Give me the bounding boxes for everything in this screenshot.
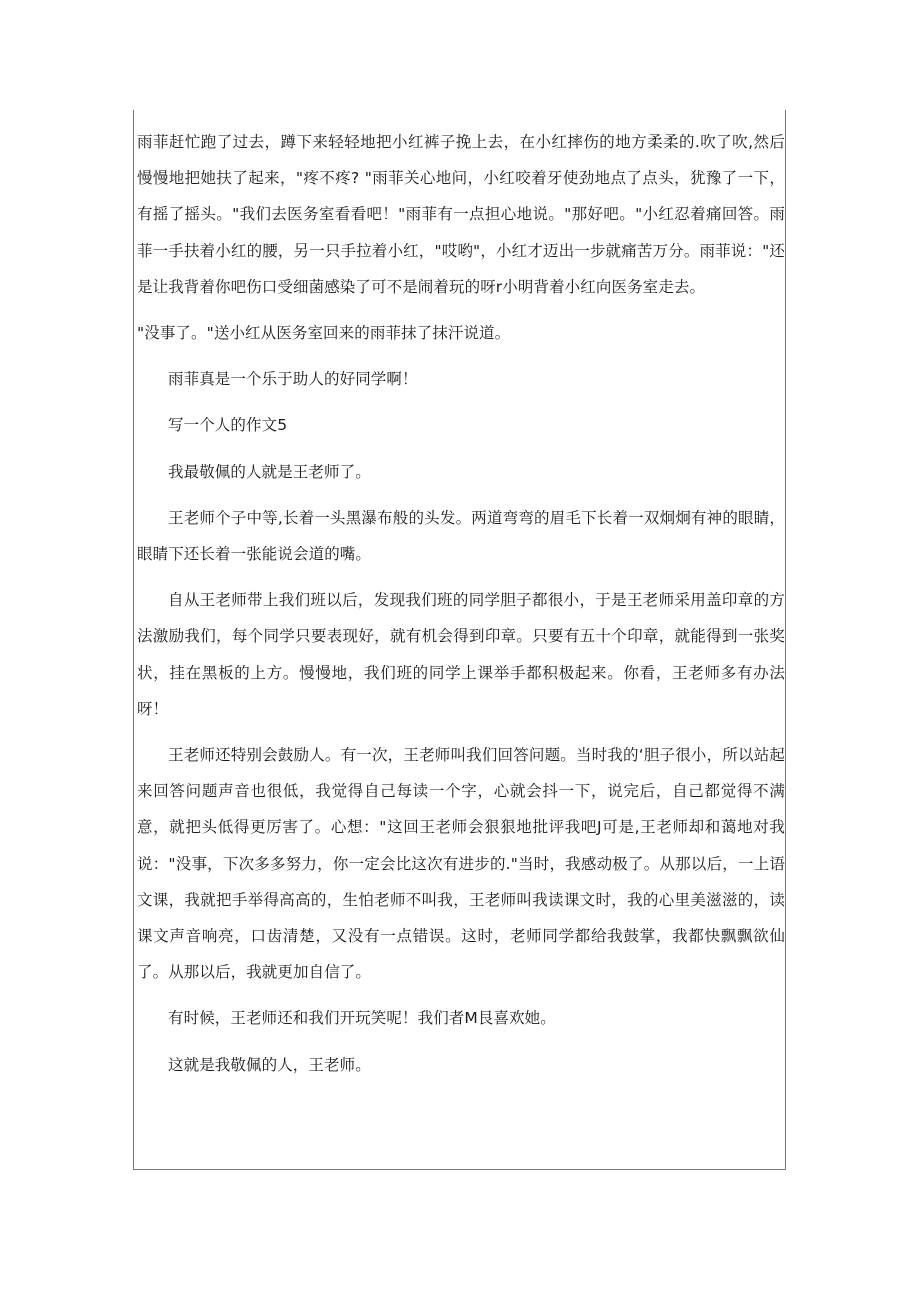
paragraph-1: 雨菲赶忙跑了过去，蹲下来轻轻地把小红裤子挽上去，在小红摔伤的地方柔柔的.吹了吹,然后慢慢地把她扶了起来，"疼不疼? "雨菲关心地问，小红咬着牙使劲地点了点头，犹豫了一下，有摇了摇头。"我们去医务室看看吧！"雨菲有一点担心地说。"那好吧。"小红忍着痛回答。雨菲一手扶着小红的腰，另一只手拉着小红，"哎哟"，小红才迈出一步就痛苦万分。雨菲说："还是让我背着你吧伤口受细菌感染了可不是闹着玩的呀r小明背着小红向医务室走去。 (137, 133, 785, 296)
paragraph-5: 我最敬佩的人就是王老师了。 (168, 462, 371, 481)
paragraph-10: 这就是我敬佩的人，王老师。 (168, 1055, 371, 1074)
paragraph-9: 有时候，王老师还和我们开玩笑呢！我们者M艮喜欢她。 (168, 1009, 556, 1028)
paragraph-7: 自从王老师带上我们班以后，发现我们班的同学胆子都很小，于是王老师采用盖印章的方法激励我们，每个同学只要表现好，就有机会得到印章。只要有五十个印章，就能得到一张奖状，挂在黑板的上方。慢慢地，我们班的同学上课举手都积极起来。你看，王老师多有办法呀！ (137, 591, 785, 718)
paragraph-2: "没事了。"送小红从医务室回来的雨菲抹了抹汗说道。 (137, 324, 511, 343)
paragraph-3: 雨菲真是一个乐于助人的好同学啊！ (168, 370, 418, 389)
paragraph-8: 王老师还特别会鼓励人。有一次，王老师叫我们回答问题。当时我的‘胆子很小，所以站起来回答问题声音也很低，我觉得自己每读一个字，心就会抖一下，说完后，自己都觉得不满意，就把头低得更厉害了。心想："这回王老师会狠狠地批评我吧J可是,王老师却和蔼地对我说："没事，下次多多努力，你一定会比这次有进步的."当时，我感动极了。从那以后，一上语文课，我就把手举得高高的，生怕老师不叫我，王老师叫我读课文时，我的心里美滋滋的，读课文声音响亮，口齿清楚，又没有一点错误。这时，老师同学都给我鼓掌，我都快飘飘欲仙了。从那以后，我就更加自信了。 (137, 746, 785, 982)
paragraph-6: 王老师个子中等,长着一头黑瀑布般的头发。两道弯弯的眉毛下长着一双炯炯有神的眼睛，眼睛下还长着一张能说会道的嘴。 (137, 508, 785, 564)
document-body (137, 124, 785, 1083)
essay-heading: 写一个人的作文5 (168, 416, 288, 435)
